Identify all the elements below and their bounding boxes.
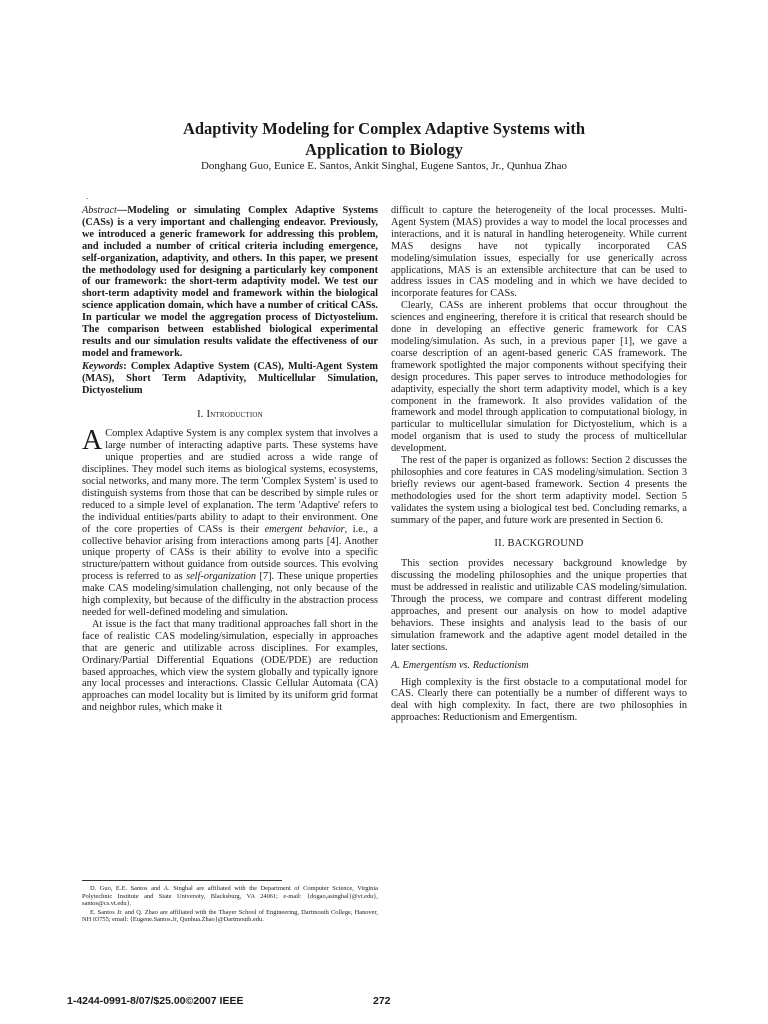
section-1-number: I. — [197, 408, 204, 420]
intro-paragraph-1: A Complex Adaptive System is any complex system that involves a large number of interacting adaptive parts. These systems have unique properties and are studied across a wide range of disciplines. They model such items as biological systems, ecosystems, social networks, and many more. The term 'Complex System' is used to distinguish systems from those that can be described by simple rules or reduced to a simple level of explanation. The term 'Adaptive' refers to the individual entities/parts ability to adapt to their environment. One of the core properties of CASs is their emergent behavior, i.e., a collective behavior arising from interactions among parts [4]. Another unique property of CASs is their ability to evolve into a specific structure/pattern without guidance from outside sources. This evolving process is referred to as self-organization [7]. These unique properties make CAS modeling/simulation challenging, not only because of the high complexity, but because of the difficulty in the abstraction process needed for well-defined modeling and simulation. — [82, 425, 379, 618]
intro-paragraph-2: At issue is the fact that many traditional approaches fall short in the face of realistic CAS modeling/simulation, especially in approaches that are generic and utilizable across disciplines. For examples, Ordinary/Partial Differential Equations (ODE/PDE) are reduction based approaches, which view the system globally and typically ignore any local processes and interactions. Classic Cellular Automata (CA) approaches can model locality but is limited by its uniform grid format and neighbor rules, which make it — [82, 618, 378, 714]
author-list: Donghang Guo, Eunice E. Santos, Ankit Singhal, Eugene Santos, Jr., Qunhua Zhao — [200, 160, 567, 172]
abstract — [82, 205, 378, 360]
footnote-1: D. Guo, E.E. Santos and A. Singhal are affiliated with the Department of Computer Science, Virginia Polytechnic Institute and State University, Blacksburg, VA 24061; e-mail: {dogao,asinghal}@vt.edu}, santos@cs.vt.edu}. — [82, 885, 378, 908]
footnote-divider — [82, 880, 282, 881]
title-line-2: Application to Biology — [305, 140, 463, 159]
right-paragraph-1: difficult to capture the heterogeneity of the local processes. Multi-Agent System (MAS) provides a way to model the local processes and interactions, and it is natural in handling heterogeneity. While current MAS designs have not typically incorporated CAS modeling/simulation issues, especially for use generically across applications, MAS is an extensible architecture that can be used to address issues in CAS modeling and in which we have decided to incorporate features for CASs. — [391, 205, 687, 300]
section-heading-background: II. BACKGROUND — [494, 538, 584, 550]
term-emergent-behavior: emergent behavior — [264, 523, 345, 535]
paper-title — [60, 118, 708, 160]
section-heading-introduction — [82, 409, 378, 421]
title-line-1: Adaptivity Modeling for Complex Adaptive Systems with — [182, 119, 586, 138]
stray-mark: . — [86, 192, 88, 201]
isbn-copyright-line: 1-4244-0991-8/07/$25.00©2007 IEEE — [67, 995, 244, 1007]
keywords-body: : Complex Adaptive System (CAS), Multi-Agent System (MAS), Short Term Adaptivity, Multicellular Simulation, Dictyostelium — [82, 360, 378, 396]
abstract-body: Modeling or simulating Complex Adaptive Systems (CASs) is a very important and challenging endeavor. Previously, we introduced a generic framework for addressing this problem, and included a number of critical criteria including emergence, self-organization, adaptivity, and others. In this paper, we present the methodology used for designing a particularly key component of our framework: the short-term adaptivity model. We test our short-term adaptivity model and framework within the biological science application domain, which have a number of critical CASs. In particular we model the aggregation process of Dictyostelium. The comparison between established biological experimental results and our simulation results validate the effectiveness of our model and framework. — [82, 205, 378, 359]
abstract-label: Abstract — [82, 205, 117, 216]
abstract-dash: — — [116, 205, 128, 216]
right-paragraph-3: The rest of the paper is organized as follows: Section 2 discusses the philosophies and core features in CAS modeling/simulation. Section 3 briefly reviews our agent-based framework. Section 4 presents the methodologies used for the short term adaptivity model. Section 5 validates the system using a biological test bed. Concluding remarks, a summary of the paper, and future work are presented in Section 6. — [391, 455, 687, 526]
footnote-2: E. Santos Jr. and Q. Zhao are affiliated with the Thayer School of Engineering, Dartmouth College, Hanover, NH 03755; email: {Eugene.Santos.Jr, Qunhua.Zhao}@Dartmouth.edu. — [82, 908, 378, 924]
right-paragraph-2: Clearly, CASs are inherent problems that occur throughout the sciences and engineering, therefore it is critical that research should be done in developing an effective generic framework for CAS modeling/simulation. As such, in a previous paper [1], we gave a coarse description of an agent-based generic CAS framework. The framework spotlighted the major components without specifying their design procedures. This paper serves to introduce methodologies for adaptivity, especially the short term adaptivity model, which is a key component in the framework. It also provides validation of the framework and model through application to computational biology, in particular to multicellular simulation for Dictyostelium, which is a model organism that is used to study the process of multicellular development. — [391, 300, 687, 455]
page-number: 272 — [373, 995, 391, 1007]
footnotes — [82, 885, 378, 925]
keywords — [82, 361, 378, 397]
section-1-title: Introduction — [206, 408, 263, 420]
left-column — [82, 205, 378, 714]
subsection-a-paragraph: High complexity is the first obstacle to a computational model for CAS. Clearly there can potentially be a number of different ways to deal with high complexity. In fact, there are two philosophies in approaches: Reductionism and Emergentism. — [391, 676, 687, 724]
drop-cap: A — [82, 425, 103, 457]
keywords-label: Keywords — [82, 360, 124, 372]
term-self-organization: self-organization — [186, 571, 257, 583]
right-column — [391, 205, 687, 724]
subsection-heading-a: A. Emergentism vs. Reductionism — [391, 659, 529, 671]
background-paragraph-1: This section provides necessary background knowledge by discussing the modeling philosophies and the unique properties that must be addressed in realistic and utilizable CAS modeling/simulation. Through the process, we compare and contrast different modeling approaches, and present our analysis on how to model adaptive behaviors. These insights and analysis lead to the basis of our simulation framework and the adaptive agent model detailed in the later sections. — [391, 558, 687, 653]
